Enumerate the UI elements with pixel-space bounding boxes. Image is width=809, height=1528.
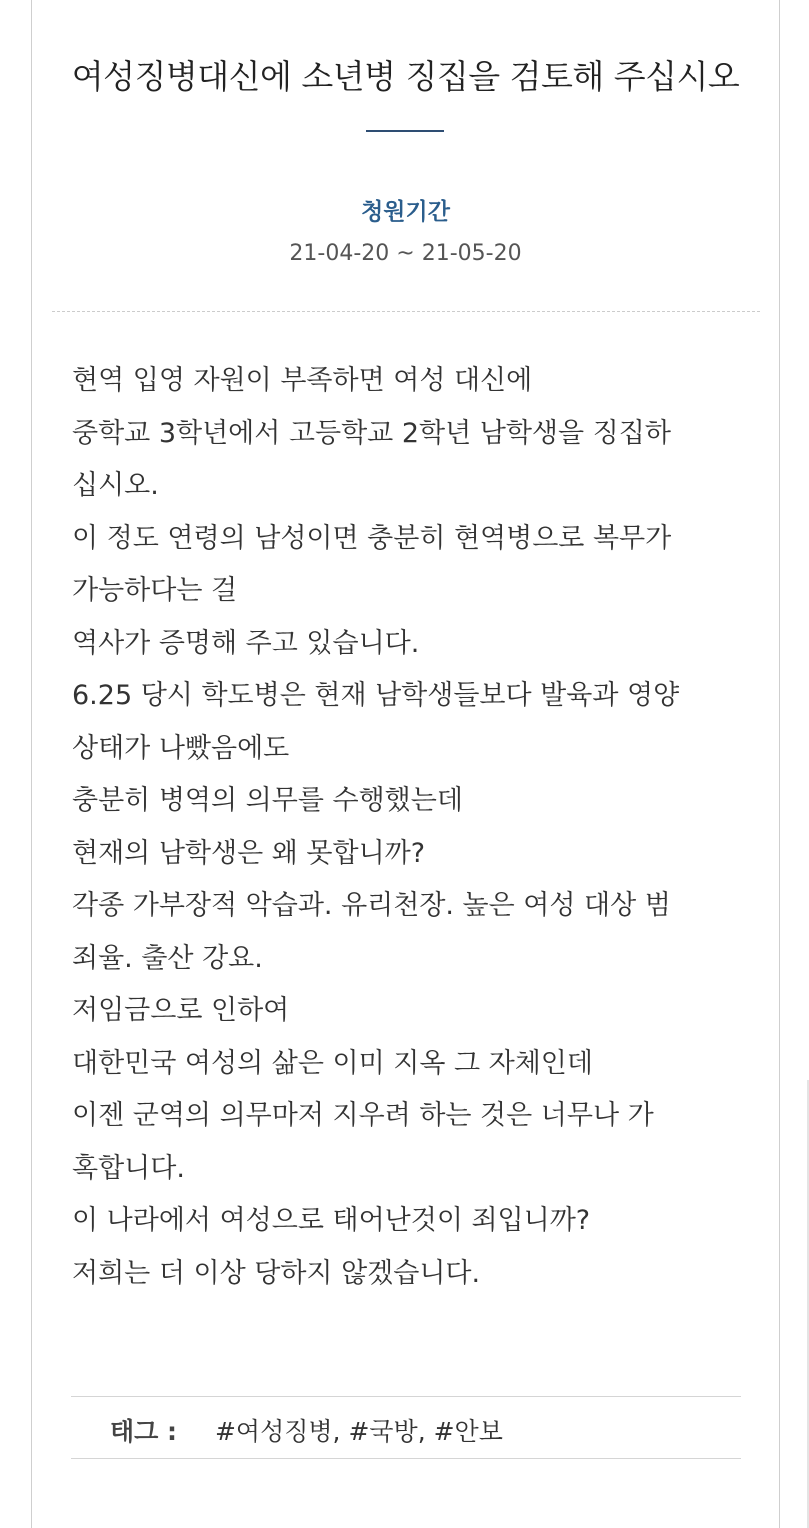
body-line: 충분히 병역의 의무를 수행했는데 — [72, 785, 463, 816]
tags-divider-top — [71, 1396, 741, 1397]
body-line: 죄율. 출산 강요. — [72, 942, 263, 974]
body-line: 현역 입영 자원이 부족하면 여성 대신에 — [72, 365, 533, 396]
body-line: 상태가 나빴음에도 — [72, 732, 290, 764]
body-line: 저임금으로 인하여 — [72, 995, 290, 1026]
body-line: 대한민국 여성의 삶은 이미 지옥 그 자체인데 — [72, 1047, 593, 1079]
body-line: 가능하다는 걸 — [72, 575, 238, 606]
title-underline — [366, 130, 444, 132]
petition-body — [72, 355, 752, 1300]
body-line: 이 나라에서 여성으로 태어난것이 죄입니까? — [72, 1205, 591, 1236]
tag-separator: , — [332, 1417, 349, 1446]
section-divider — [52, 311, 760, 312]
tags-row — [110, 1412, 503, 1452]
tag-link[interactable]: #여성징병 — [214, 1417, 333, 1446]
tag-link[interactable]: #국방 — [348, 1417, 418, 1446]
body-line: 중학교 3학년에서 고등학교 2학년 남학생을 징집하 — [72, 417, 671, 449]
body-line: 이젠 군역의 의무마저 지우려 하는 것은 너무나 가 — [72, 1100, 654, 1131]
body-line: 6.25 당시 학도병은 현재 남학생들보다 발육과 영양 — [72, 680, 680, 711]
petition-title: 여성징병대신에 소년병 징집을 검토해 주십시오 — [71, 57, 740, 96]
tags-divider-bottom — [71, 1458, 741, 1459]
tags-label: 태그 : — [110, 1417, 178, 1446]
body-line: 십시오. — [72, 470, 159, 501]
body-line: 현재의 남학생은 왜 못합니까? — [72, 837, 426, 869]
body-line: 혹합니다. — [72, 1152, 185, 1184]
petition-period-value: 21-04-20 ~ 21-05-20 — [289, 241, 522, 266]
body-line: 각종 가부장적 악습과. 유리천장. 높은 여성 대상 범 — [72, 890, 671, 921]
tag-separator: , — [417, 1417, 434, 1446]
body-line: 저희는 더 이상 당하지 않겠습니다. — [72, 1257, 481, 1289]
body-line: 이 정도 연령의 남성이면 충분히 현역병으로 복무가 — [72, 522, 672, 554]
petition-period-label: 청원기간 — [361, 199, 450, 225]
tag-link[interactable]: #안보 — [433, 1417, 503, 1446]
body-line: 역사가 증명해 주고 있습니다. — [72, 627, 420, 659]
